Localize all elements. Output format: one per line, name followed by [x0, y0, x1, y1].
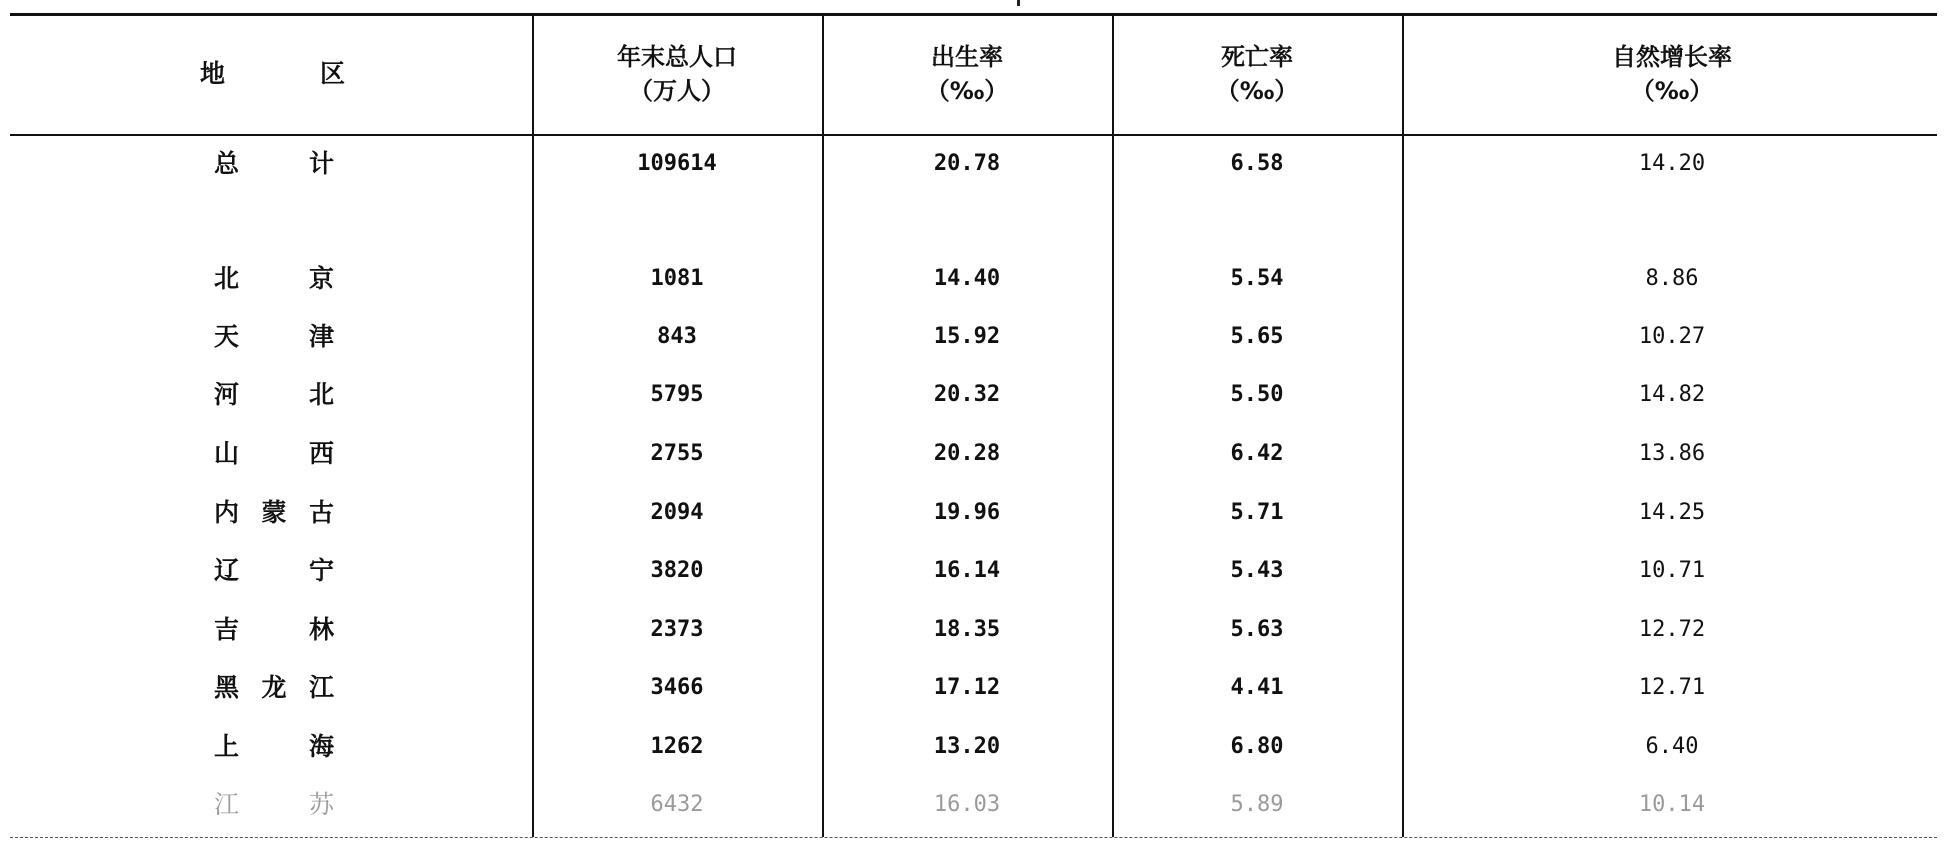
death-rate-cell: 5.65 [1230, 324, 1284, 349]
region-char: 宁 [308, 556, 334, 585]
growth-rate-cell: 14.82 [1638, 382, 1706, 407]
birth-rate-cell: 16.14 [933, 558, 1001, 583]
total-death-rate: 6.58 [1230, 151, 1284, 176]
region-char: 总 [214, 149, 240, 178]
header-growth-rate-unit: （‰） [1630, 77, 1714, 105]
region-char: 北 [308, 380, 334, 409]
column-divider [1402, 15, 1404, 837]
region-char: 京 [308, 264, 334, 293]
header-death-rate-unit: （‰） [1215, 77, 1299, 105]
region-char: 河 [214, 380, 240, 409]
region-name [214, 730, 334, 764]
population-cell: 3466 [650, 675, 704, 700]
region-char: 龙 [261, 673, 287, 702]
region-char: 江 [308, 673, 334, 702]
birth-rate-cell: 15.92 [933, 324, 1001, 349]
header-region-char: 地 [200, 59, 226, 88]
growth-rate-cell: 8.86 [1645, 266, 1699, 291]
header-region-char: 区 [319, 59, 345, 88]
column-divider [1112, 15, 1114, 837]
region-char: 吉 [214, 615, 240, 644]
region-char: 苏 [308, 790, 334, 819]
total-growth-rate: 14.20 [1638, 151, 1706, 176]
region-name [214, 437, 334, 471]
header-birth-rate [822, 40, 1112, 108]
region-char: 黑 [214, 673, 240, 702]
region-char: 海 [308, 732, 334, 761]
region-name [214, 554, 334, 588]
region-char: 内 [214, 498, 240, 527]
header-growth-rate-title: 自然增长率 [1612, 43, 1732, 71]
population-cell: 2755 [650, 441, 704, 466]
death-rate-cell: 5.63 [1230, 617, 1284, 642]
total-row-label [214, 147, 334, 181]
growth-rate-cell: 10.14 [1638, 792, 1706, 817]
region-name [214, 378, 334, 412]
column-divider [532, 15, 534, 837]
death-rate-cell: 5.50 [1230, 382, 1284, 407]
total-birth-rate: 20.78 [933, 151, 1001, 176]
region-char: 上 [214, 732, 240, 761]
region-name [214, 262, 334, 296]
population-cell: 6432 [650, 792, 704, 817]
growth-rate-cell: 14.25 [1638, 500, 1706, 525]
population-cell: 1081 [650, 266, 704, 291]
region-name [214, 671, 334, 705]
page-mark [1017, 0, 1020, 6]
death-rate-cell: 4.41 [1230, 675, 1284, 700]
population-cell: 2373 [650, 617, 704, 642]
region-char: 天 [214, 322, 240, 351]
region-name [214, 320, 334, 354]
region-char: 津 [308, 322, 334, 351]
death-rate-cell: 5.54 [1230, 266, 1284, 291]
table-header-rule [10, 134, 1937, 136]
header-death-rate [1112, 40, 1402, 108]
death-rate-cell: 6.42 [1230, 441, 1284, 466]
population-cell: 3820 [650, 558, 704, 583]
birth-rate-cell: 16.03 [933, 792, 1001, 817]
region-char: 蒙 [261, 498, 287, 527]
birth-rate-cell: 17.12 [933, 675, 1001, 700]
birth-rate-cell: 19.96 [933, 500, 1001, 525]
header-population [532, 40, 822, 108]
table-top-rule [10, 13, 1937, 16]
region-char: 林 [308, 615, 334, 644]
header-death-rate-title: 死亡率 [1221, 43, 1293, 71]
header-growth-rate [1402, 40, 1942, 108]
region-name [214, 788, 334, 822]
death-rate-cell: 5.71 [1230, 500, 1284, 525]
growth-rate-cell: 10.27 [1638, 324, 1706, 349]
growth-rate-cell: 12.72 [1638, 617, 1706, 642]
total-population: 109614 [637, 151, 717, 176]
birth-rate-cell: 14.40 [933, 266, 1001, 291]
birth-rate-cell: 13.20 [933, 734, 1001, 759]
population-cell: 2094 [650, 500, 704, 525]
growth-rate-cell: 12.71 [1638, 675, 1706, 700]
region-char: 江 [214, 790, 240, 819]
header-birth-rate-unit: （‰） [925, 77, 1009, 105]
header-region [200, 57, 345, 91]
region-name [214, 613, 334, 647]
population-cell: 1262 [650, 734, 704, 759]
birth-rate-cell: 18.35 [933, 617, 1001, 642]
header-birth-rate-title: 出生率 [931, 43, 1003, 71]
region-char: 辽 [214, 556, 240, 585]
region-char: 计 [308, 149, 334, 178]
population-cell: 5795 [650, 382, 704, 407]
region-char: 北 [214, 264, 240, 293]
region-char: 西 [308, 439, 334, 468]
table-bottom-rule [10, 837, 1937, 839]
death-rate-cell: 5.43 [1230, 558, 1284, 583]
growth-rate-cell: 6.40 [1645, 734, 1699, 759]
birth-rate-cell: 20.32 [933, 382, 1001, 407]
birth-rate-cell: 20.28 [933, 441, 1001, 466]
population-cell: 843 [657, 324, 697, 349]
region-char: 山 [214, 439, 240, 468]
column-divider [822, 15, 824, 837]
header-population-title: 年末总人口 [617, 43, 737, 71]
growth-rate-cell: 13.86 [1638, 441, 1706, 466]
region-name [214, 496, 334, 530]
header-population-unit: （万人） [629, 77, 725, 105]
death-rate-cell: 5.89 [1230, 792, 1284, 817]
death-rate-cell: 6.80 [1230, 734, 1284, 759]
region-char: 古 [308, 498, 334, 527]
growth-rate-cell: 10.71 [1638, 558, 1706, 583]
